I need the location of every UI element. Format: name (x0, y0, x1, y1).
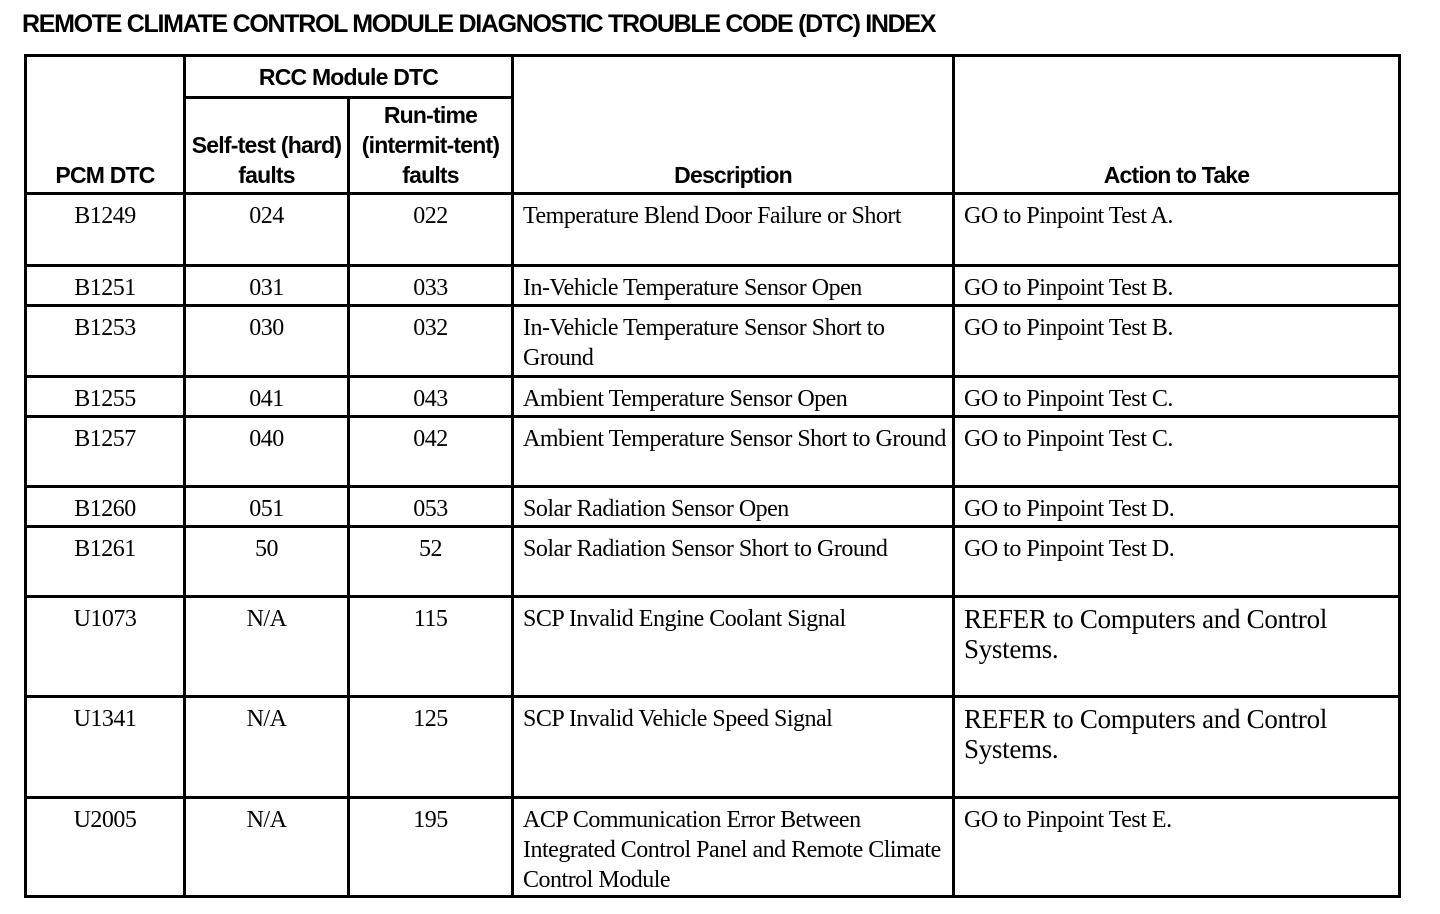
dtc-table-body (26, 194, 1400, 897)
self-test-cell: 040 (185, 416, 349, 486)
run-time-cell: 042 (349, 416, 513, 486)
description-cell: Ambient Temperature Sensor Open (513, 376, 954, 416)
description-cell: Ambient Temperature Sensor Short to Ground (513, 416, 954, 486)
header-pcm-dtc: PCM DTC (26, 56, 185, 194)
action-cell: GO to Pinpoint Test E. (954, 797, 1400, 896)
description-cell: Temperature Blend Door Failure or Short (513, 194, 954, 266)
self-test-cell: 030 (185, 306, 349, 376)
description-cell: SCP Invalid Engine Coolant Signal (513, 597, 954, 697)
pcm-dtc-cell: U2005 (26, 797, 185, 896)
pcm-dtc-cell: U1073 (26, 597, 185, 697)
run-time-cell: 043 (349, 376, 513, 416)
description-cell: In-Vehicle Temperature Sensor Short to Ground (513, 306, 954, 376)
table-row (26, 597, 1400, 697)
self-test-cell: N/A (185, 797, 349, 896)
self-test-cell: 041 (185, 376, 349, 416)
pcm-dtc-cell: B1257 (26, 416, 185, 486)
self-test-cell: 051 (185, 486, 349, 526)
header-rcc-module-dtc: RCC Module DTC (185, 56, 513, 98)
header-self-test: Self-test (hard) faults (185, 98, 349, 194)
action-cell: REFER to Computers and Control Systems. (954, 597, 1400, 697)
action-cell: REFER to Computers and Control Systems. (954, 697, 1400, 797)
pcm-dtc-cell: B1253 (26, 306, 185, 376)
table-row (26, 376, 1400, 416)
pcm-dtc-cell: B1261 (26, 526, 185, 596)
table-row (26, 526, 1400, 596)
table-row (26, 194, 1400, 266)
table-row (26, 797, 1400, 896)
pcm-dtc-cell: U1341 (26, 697, 185, 797)
document-title: REMOTE CLIMATE CONTROL MODULE DIAGNOSTIC TROUBLE CODE (DTC) INDEX (22, 10, 936, 38)
action-cell: GO to Pinpoint Test D. (954, 526, 1400, 596)
self-test-cell: N/A (185, 597, 349, 697)
action-cell: GO to Pinpoint Test C. (954, 376, 1400, 416)
run-time-cell: 125 (349, 697, 513, 797)
header-run-time: Run-time (intermit-tent) faults (349, 98, 513, 194)
self-test-cell: 50 (185, 526, 349, 596)
pcm-dtc-cell: B1249 (26, 194, 185, 266)
pcm-dtc-cell: B1260 (26, 486, 185, 526)
action-cell: GO to Pinpoint Test D. (954, 486, 1400, 526)
run-time-cell: 032 (349, 306, 513, 376)
table-row (26, 416, 1400, 486)
description-cell: SCP Invalid Vehicle Speed Signal (513, 697, 954, 797)
pcm-dtc-cell: B1255 (26, 376, 185, 416)
run-time-cell: 115 (349, 597, 513, 697)
self-test-cell: N/A (185, 697, 349, 797)
header-action-to-take: Action to Take (954, 56, 1400, 194)
table-row (26, 306, 1400, 376)
run-time-cell: 053 (349, 486, 513, 526)
description-cell: ACP Communication Error Between Integrated Control Panel and Remote Climate Control Module (513, 797, 954, 896)
header-description: Description (513, 56, 954, 194)
description-cell: In-Vehicle Temperature Sensor Open (513, 266, 954, 306)
action-cell: GO to Pinpoint Test B. (954, 266, 1400, 306)
dtc-index-table (24, 54, 1401, 898)
action-cell: GO to Pinpoint Test C. (954, 416, 1400, 486)
table-row (26, 266, 1400, 306)
run-time-cell: 195 (349, 797, 513, 896)
description-cell: Solar Radiation Sensor Short to Ground (513, 526, 954, 596)
action-cell: GO to Pinpoint Test A. (954, 194, 1400, 266)
run-time-cell: 52 (349, 526, 513, 596)
self-test-cell: 031 (185, 266, 349, 306)
table-row (26, 697, 1400, 797)
description-cell: Solar Radiation Sensor Open (513, 486, 954, 526)
run-time-cell: 033 (349, 266, 513, 306)
pcm-dtc-cell: B1251 (26, 266, 185, 306)
table-row (26, 486, 1400, 526)
action-cell: GO to Pinpoint Test B. (954, 306, 1400, 376)
run-time-cell: 022 (349, 194, 513, 266)
self-test-cell: 024 (185, 194, 349, 266)
